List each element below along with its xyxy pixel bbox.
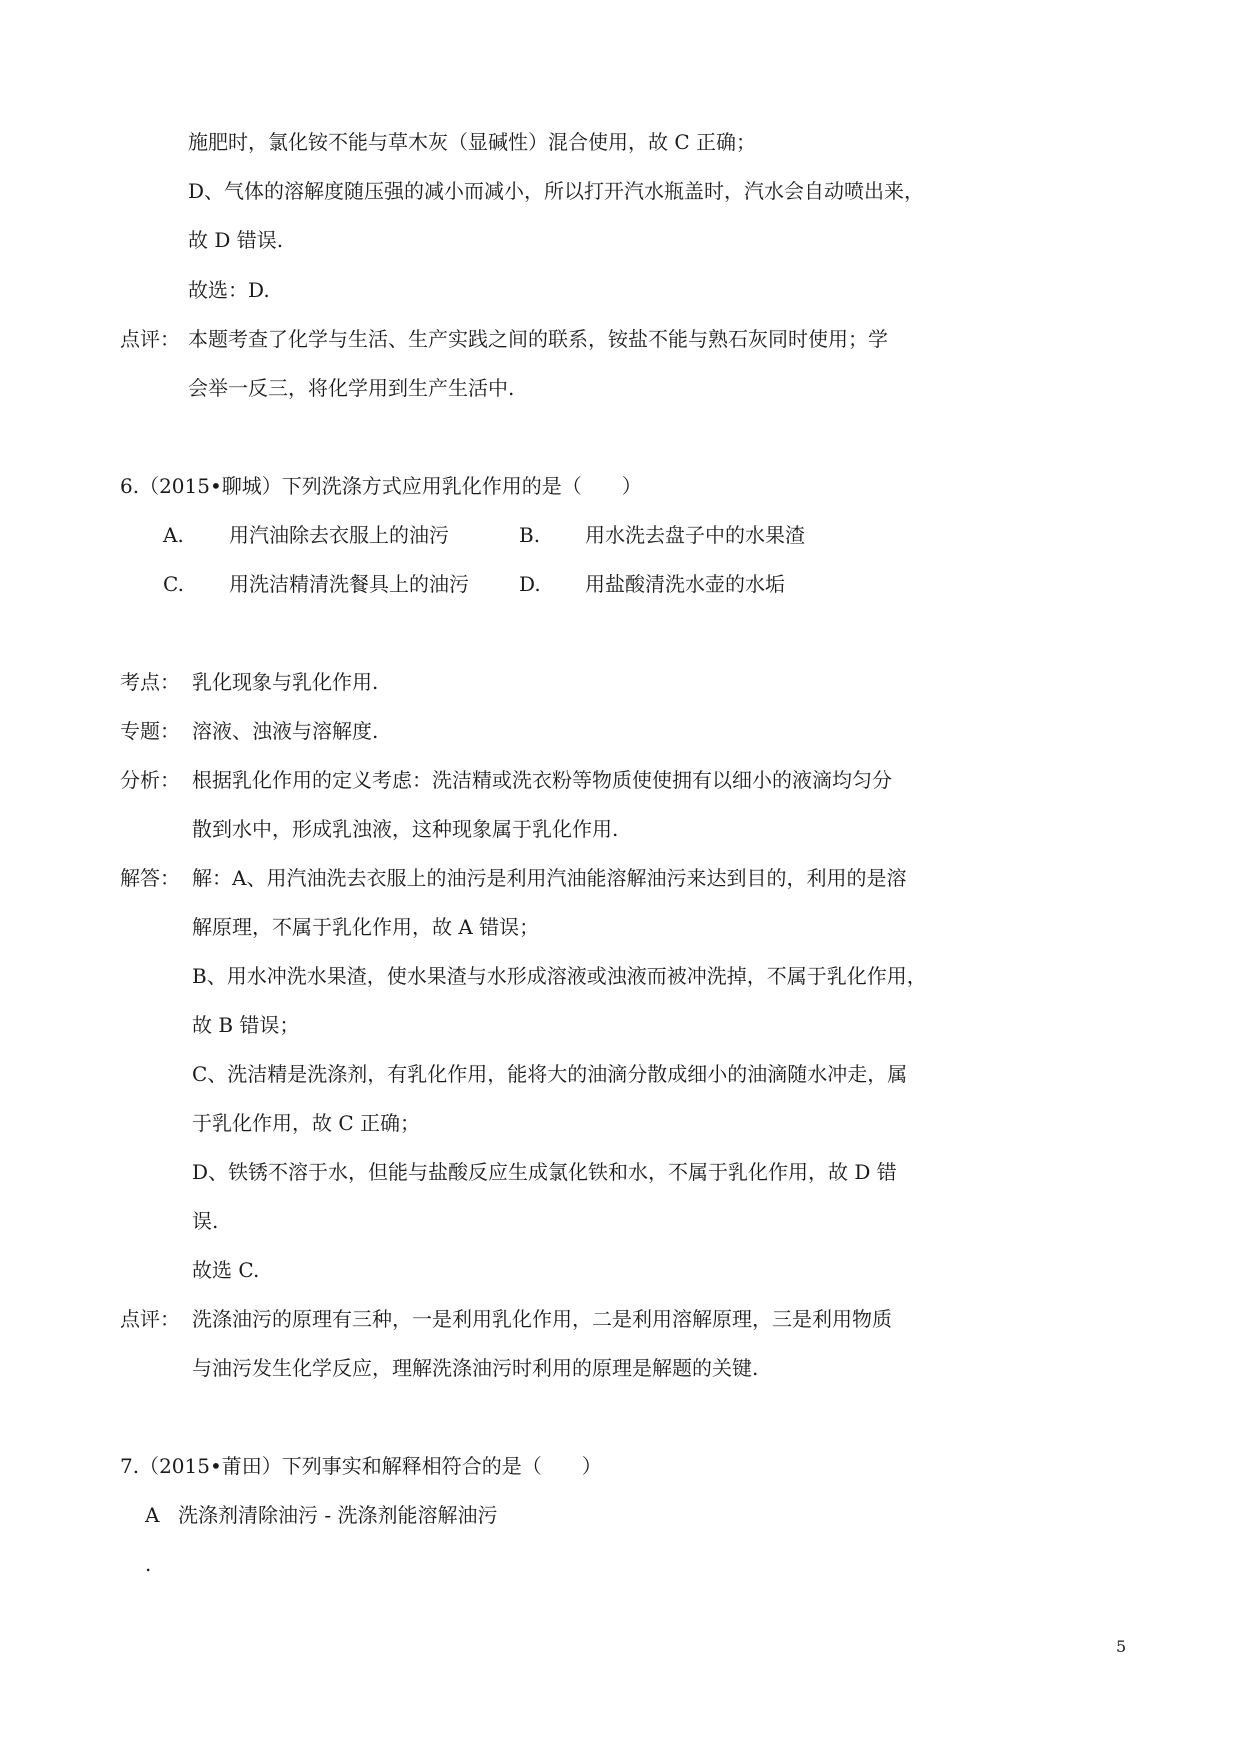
q6-jieda-line-8: 误. (192, 1209, 219, 1233)
q6-kaodian: 乳化现象与乳化作用. (192, 670, 379, 694)
q6-jieda-line-2: 解原理，不属于乳化作用，故 A 错误； (192, 915, 540, 939)
q6-dianping-label: 点评： (120, 1307, 180, 1331)
q6-stem: 6.（2015•聊城）下列洗涤方式应用乳化作用的是（ ） (120, 474, 642, 498)
prev-comment-label: 点评： (120, 327, 180, 351)
page-number: 5 (1116, 1637, 1127, 1656)
q7-option-dot: . (145, 1552, 152, 1576)
q6-option-a-letter: A. (163, 523, 184, 547)
q6-kaodian-label: 考点： (120, 670, 180, 694)
prev-solution-line-2: D、气体的溶解度随压强的减小而减小，所以打开汽水瓶盖时，汽水会自动喷出来， (188, 179, 925, 203)
q6-fenxi-line-2: 散到水中，形成乳浊液，这种现象属于乳化作用. (192, 817, 619, 841)
q6-jieda-line-5: C、洗洁精是洗涤剂，有乳化作用，能将大的油滴分散成细小的油滴随水冲走，属 (192, 1062, 908, 1086)
q6-dianping-line-1: 洗涤油污的原理有三种，一是利用乳化作用，二是利用溶解原理，三是利用物质 (192, 1307, 892, 1331)
q6-option-d-letter: D. (519, 572, 541, 596)
q6-option-a-text: 用汽油除去衣服上的油污 (229, 523, 449, 547)
q6-fenxi-line-1: 根据乳化作用的定义考虑：洗洁精或洗衣粉等物质使使拥有以细小的液滴均匀分 (192, 768, 892, 792)
q6-option-d-text: 用盐酸清洗水壶的水垢 (585, 572, 785, 596)
prev-solution-answer: 故选：D. (188, 278, 270, 302)
q6-zhuanti: 溶液、浊液与溶解度. (192, 719, 379, 743)
q6-jieda-label: 解答： (120, 866, 180, 890)
q6-dianping-line-2: 与油污发生化学反应，理解洗涤油污时利用的原理是解题的关键. (192, 1356, 759, 1380)
q6-option-c-text: 用洗洁精清洗餐具上的油污 (229, 572, 469, 596)
prev-comment-line-2: 会举一反三，将化学用到生产生活中. (188, 376, 515, 400)
q6-jieda-line-1: 解：A、用汽油洗去衣服上的油污是利用汽油能溶解油污来达到目的，利用的是溶 (192, 866, 907, 890)
q7-option-a-text: 洗涤剂清除油污 - 洗涤剂能溶解油污 (178, 1503, 498, 1527)
q6-fenxi-label: 分析： (120, 768, 180, 792)
q6-zhuanti-label: 专题： (120, 719, 180, 743)
q6-jieda-answer: 故选 C. (192, 1258, 260, 1282)
q7-stem: 7.（2015•莆田）下列事实和解释相符合的是（ ） (120, 1454, 602, 1478)
q7-option-a-letter: A (145, 1503, 160, 1527)
prev-solution-line-1: 施肥时，氯化铵不能与草木灰（显碱性）混合使用，故 C 正确； (188, 130, 757, 154)
q6-option-b-text: 用水洗去盘子中的水果渣 (585, 523, 805, 547)
q6-jieda-line-6: 于乳化作用，故 C 正确； (192, 1111, 421, 1135)
q6-jieda-line-3: B、用水冲洗水果渣，使水果渣与水形成溶液或浊液而被冲洗掉，不属于乳化作用， (192, 964, 927, 988)
q6-option-c-letter: C. (163, 572, 184, 596)
prev-comment-line-1: 本题考查了化学与生活、生产实践之间的联系，铵盐不能与熟石灰同时使用；学 (188, 327, 888, 351)
q6-jieda-line-4: 故 B 错误； (192, 1013, 300, 1037)
q6-jieda-line-7: D、铁锈不溶于水，但能与盐酸反应生成氯化铁和水，不属于乳化作用，故 D 错 (192, 1160, 897, 1184)
q6-option-b-letter: B. (519, 523, 541, 547)
prev-solution-line-3: 故 D 错误. (188, 228, 284, 252)
